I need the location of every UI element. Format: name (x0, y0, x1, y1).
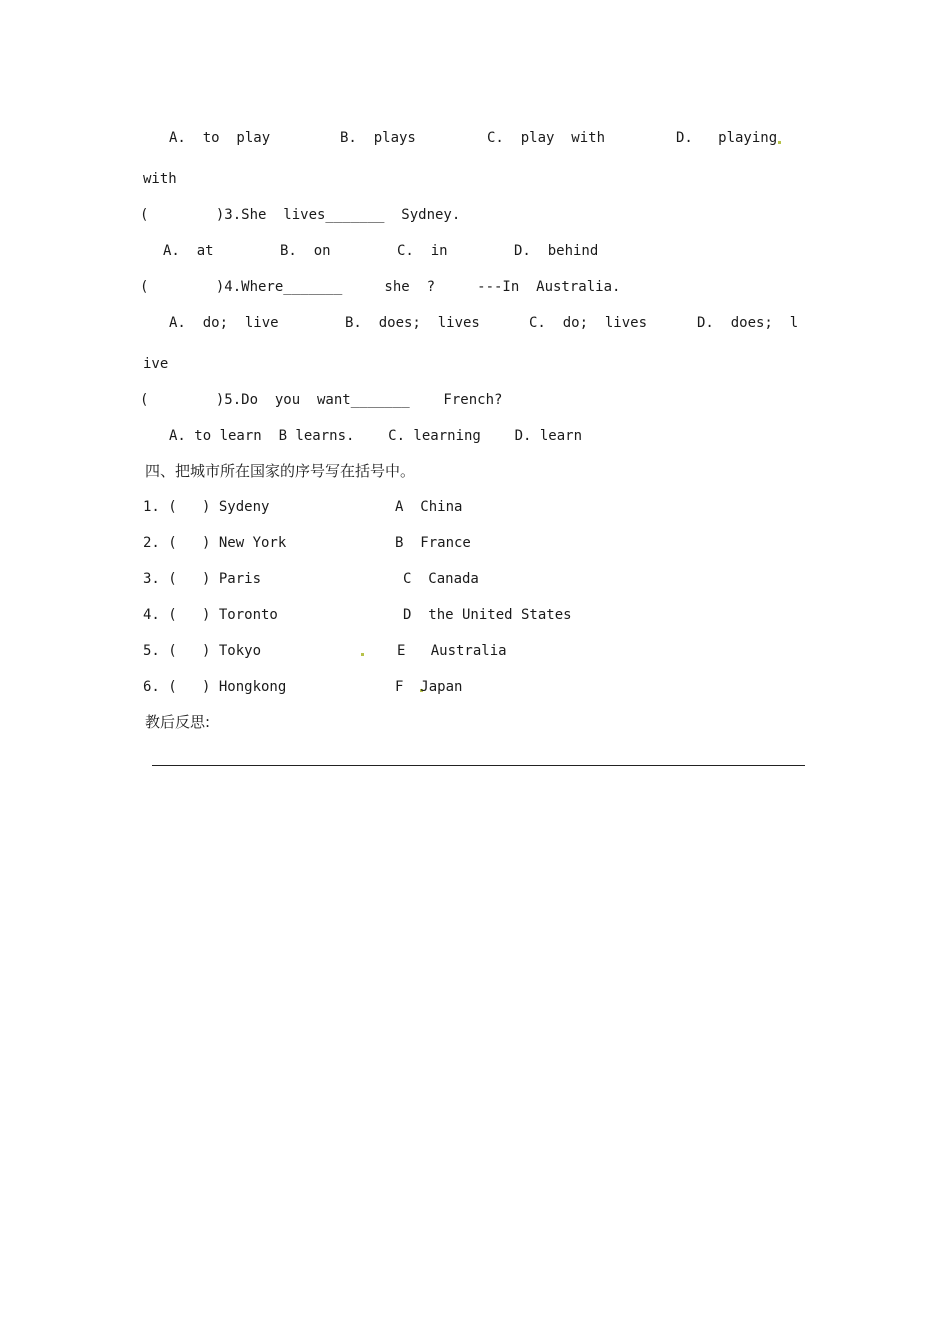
q4-option-d-wrap: ive (143, 356, 169, 372)
match-row-left: 5. ( ) Tokyo (143, 643, 262, 659)
match-row-left: 6. ( ) Hongkong (143, 679, 287, 695)
q3-option-d: D. behind (514, 243, 599, 259)
q4-option-b: B. does; lives (345, 315, 480, 331)
section4-heading: 四、把城市所在国家的序号写在括号中。 (145, 462, 416, 480)
match-row-left: 1. ( ) Sydeny (143, 499, 270, 515)
match-row-right: C Canada (403, 571, 479, 587)
match-row-right: B France (395, 535, 471, 551)
reflection-label: 教后反思: (145, 713, 211, 731)
q3-option-a: A. at (163, 243, 214, 259)
match-row-left: 4. ( ) Toronto (143, 607, 278, 623)
q2-option-a: A. to play (169, 130, 271, 146)
match-row-right: A China (395, 499, 463, 515)
q4-option-a: A. do; live (169, 315, 279, 331)
q2-option-d-wrap: with (143, 171, 177, 187)
q4-option-c: C. do; lives (529, 315, 648, 331)
q3-option-b: B. on (280, 243, 331, 259)
marker-dot (778, 141, 781, 144)
q5-stem: ( )5.Do you want_______ French? (140, 392, 503, 408)
q4-stem: ( )4.Where_______ she ? ---In Australia. (140, 279, 621, 295)
match-row-left: 2. ( ) New York (143, 535, 287, 551)
q4-option-d: D. does; l (697, 315, 799, 331)
q3-stem: ( )3.She lives_______ Sydney. (140, 207, 461, 223)
q5-options: A. to learn B learns. C. learning D. learn (169, 428, 583, 444)
q2-option-d: D. playing (676, 130, 778, 146)
q2-option-b: B. plays (340, 130, 416, 146)
match-row-left: 3. ( ) Paris (143, 571, 262, 587)
q2-option-c: C. play with (487, 130, 606, 146)
match-row-right: E Australia (397, 643, 507, 659)
q3-option-c: C. in (397, 243, 448, 259)
reflection-divider (152, 765, 805, 766)
marker-dot (361, 653, 364, 656)
match-row-right: D the United States (403, 607, 572, 623)
match-row-right: F Japan (395, 679, 463, 695)
